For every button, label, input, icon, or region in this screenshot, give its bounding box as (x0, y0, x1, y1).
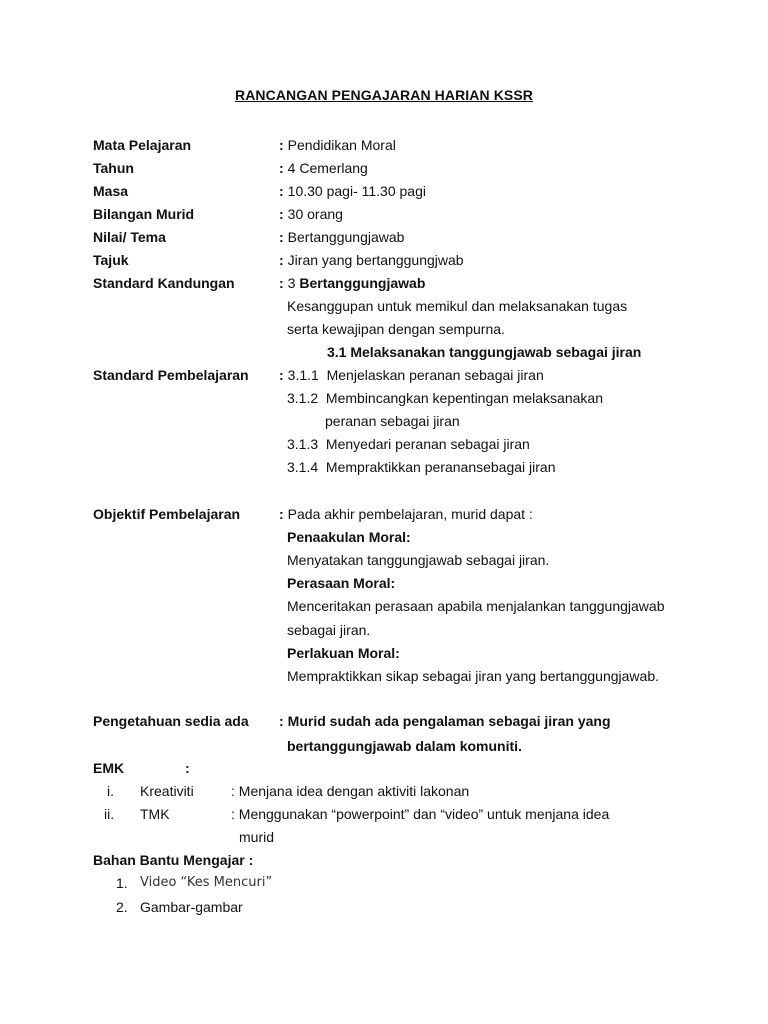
label-nilai-tema: Nilai/ Tema (93, 229, 166, 245)
colon: : (279, 252, 284, 268)
tajuk-text: Jiran yang bertanggungjwab (287, 252, 464, 268)
bilangan-murid-text: 30 orang (287, 206, 343, 222)
sp-item-3 (287, 434, 530, 454)
label-pengetahuan: Pengetahuan sedia ada (93, 713, 249, 729)
sk-number: 3 (287, 275, 296, 291)
colon: : (279, 506, 284, 522)
value-mata-pelajaran (279, 135, 396, 155)
value-tahun (279, 158, 368, 178)
penaakulan-text: Menyatakan tanggungjawab sebagai jiran. (287, 552, 550, 568)
sp-item-4 (287, 457, 556, 477)
sp-text: Membincangkan kepentingan melaksanakan (325, 390, 603, 406)
perasaan-line2: sebagai jiran. (287, 622, 371, 638)
nilai-tema-text: Bertanggungjawab (287, 229, 405, 245)
value-standard-kandungan (279, 273, 425, 293)
colon: : (279, 713, 284, 729)
emk-item-2-name: TMK (140, 806, 170, 822)
colon: : (279, 367, 284, 383)
label-mata-pelajaran: Mata Pelajaran (93, 137, 192, 153)
perlakuan-heading: Perlakuan Moral: (287, 645, 400, 661)
colon: : (279, 229, 284, 245)
masa-text: 10.30 pagi- 11.30 pagi (287, 183, 426, 199)
emk-item-2-cont: murid (239, 829, 275, 845)
colon: : (279, 206, 284, 222)
colon: : (279, 275, 284, 291)
value-nilai-tema (279, 227, 404, 247)
label-objektif: Objektif Pembelajaran (93, 506, 241, 522)
penaakulan-heading: Penaakulan Moral: (287, 529, 411, 545)
label-tajuk: Tajuk (93, 252, 129, 268)
document-title: RANCANGAN PENGAJARAN HARIAN KSSR (235, 87, 533, 103)
label-bilangan-murid: Bilangan Murid (93, 206, 195, 222)
bahan-item-2-num: 2. (116, 899, 128, 915)
sk-desc-line1: Kesanggupan untuk memikul dan melaksanakan tugas (287, 298, 628, 314)
bahan-item-2-text: Gambar-gambar (140, 899, 243, 915)
emk-item-1-numeral: i. (107, 783, 114, 799)
label-standard-kandungan: Standard Kandungan (93, 275, 235, 291)
sp-code: 3.1.3 (287, 436, 319, 452)
sp-text: Mempraktikkan peranansebagai jiran (325, 459, 556, 475)
colon: : (279, 160, 284, 176)
emk-colon: : (185, 760, 190, 776)
sp-item-2 (287, 388, 603, 408)
value-tajuk (279, 250, 464, 270)
sk-sub-heading: 3.1 Melaksanakan tanggungjawab sebagai jiran (327, 344, 642, 360)
sp-item-2-cont: peranan sebagai jiran (325, 413, 460, 429)
mata-pelajaran-text: Pendidikan Moral (287, 137, 396, 153)
emk-item-1-text: : Menjana idea dengan aktiviti lakonan (231, 783, 470, 799)
perlakuan-text: Mempraktikkan sikap sebagai jiran yang bertanggungjawab. (287, 668, 659, 684)
pengetahuan-line2: bertanggungjawab dalam komuniti. (287, 738, 522, 754)
pengetahuan-line1 (279, 711, 611, 731)
perasaan-line1: Menceritakan perasaan apabila menjalankan tanggungjawab (287, 598, 665, 614)
label-standard-pembelajaran: Standard Pembelajaran (93, 367, 249, 383)
bahan-item-1-text: Video “Kes Mencuri” (140, 875, 273, 890)
emk-item-2-numeral: ii. (104, 806, 115, 822)
label-tahun: Tahun (93, 160, 134, 176)
label-emk: EMK (93, 760, 125, 776)
label-bahan: Bahan Bantu Mengajar : (93, 852, 254, 868)
bahan-item-1-num: 1. (116, 875, 128, 891)
value-bilangan-murid (279, 204, 343, 224)
emk-item-2-text: : Menggunakan “powerpoint” dan “video” untuk menjana idea (231, 806, 610, 822)
perasaan-heading: Perasaan Moral: (287, 575, 396, 591)
emk-item-1-name: Kreativiti (140, 783, 194, 799)
sp-text: Menyedari peranan sebagai jiran (325, 436, 530, 452)
sk-heading: Bertanggungjawab (299, 275, 426, 291)
label-masa: Masa (93, 183, 129, 199)
colon: : (279, 137, 284, 153)
colon: : (279, 183, 284, 199)
sp-text: Menjelaskan peranan sebagai jiran (326, 367, 544, 383)
pengetahuan-line1-text: Murid sudah ada pengalaman sebagai jiran yang (287, 713, 611, 729)
objektif-intro (279, 504, 533, 524)
tahun-text: 4 Cemerlang (287, 160, 368, 176)
sp-item-1 (279, 365, 544, 385)
objektif-intro-text: Pada akhir pembelajaran, murid dapat : (287, 506, 533, 522)
sp-code: 3.1.2 (287, 390, 319, 406)
sp-code: 3.1.1 (287, 367, 319, 383)
value-masa (279, 181, 426, 201)
sk-desc-line2: serta kewajipan dengan sempurna. (287, 321, 505, 337)
sp-code: 3.1.4 (287, 459, 319, 475)
